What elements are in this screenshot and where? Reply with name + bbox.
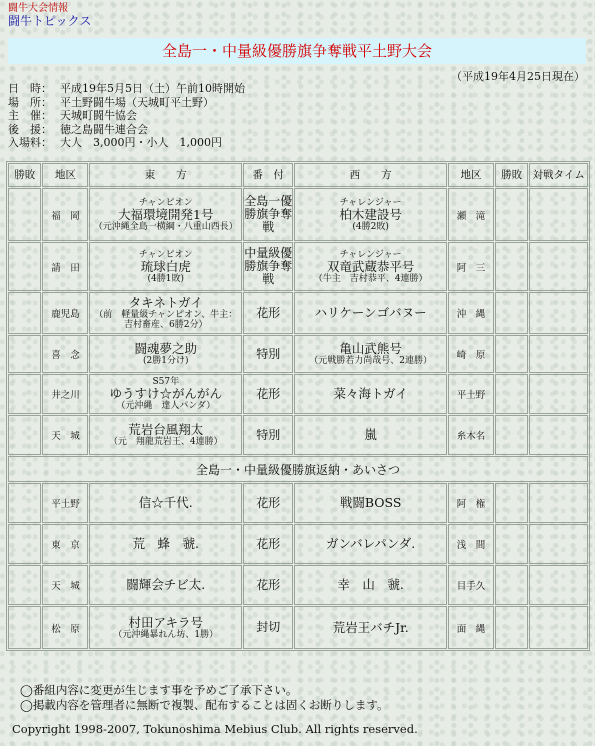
region-east: 請 田 bbox=[42, 242, 88, 291]
info-row bbox=[8, 109, 245, 123]
section-label: 全島一・中量級優勝旗返納・あいさつ bbox=[8, 456, 588, 482]
fight-time-cell bbox=[529, 292, 588, 334]
region-west: 阿 三 bbox=[448, 242, 494, 291]
region-east: 喜 念 bbox=[42, 335, 88, 373]
west-bull-name: ハリケーンゴバヌー bbox=[314, 305, 427, 320]
east-bull-note: （元沖縄暴れん坊、1勝） bbox=[113, 629, 219, 640]
header-region: 地区 bbox=[42, 163, 88, 187]
info-label: 主 催： bbox=[8, 109, 52, 123]
win-cell-west bbox=[495, 415, 528, 455]
west-bull-cell bbox=[294, 606, 447, 649]
west-bull-name: 幸 山 虢. bbox=[337, 577, 404, 592]
note-item: ◯番組内容に変更が生じます事を予めご了承下さい。 bbox=[20, 683, 298, 697]
header-fight-time: 対戦タイム bbox=[529, 163, 588, 187]
region-east: 福 岡 bbox=[42, 188, 88, 241]
east-title: チャンピオン bbox=[138, 249, 193, 260]
table-row bbox=[8, 483, 588, 523]
rank-cell: 特別 bbox=[243, 415, 293, 455]
west-bull-cell bbox=[294, 374, 447, 414]
win-cell-east bbox=[8, 483, 41, 523]
west-bull-name: 菜々海トガイ bbox=[333, 386, 408, 401]
east-bull-name: 荒 蜂 虢. bbox=[132, 536, 200, 551]
info-label: 後 援： bbox=[8, 122, 52, 136]
info-label: 入場料： bbox=[8, 136, 52, 150]
rank-cell: 中量級優勝旗争奪戦 bbox=[243, 242, 293, 291]
event-info bbox=[8, 82, 245, 150]
west-bull-cell bbox=[294, 292, 447, 334]
east-bull-name: 大福環境開発1号 bbox=[118, 206, 214, 222]
table-row bbox=[8, 242, 588, 291]
win-cell-west bbox=[495, 292, 528, 334]
region-east: 松 原 bbox=[42, 606, 88, 649]
fight-time-cell bbox=[529, 335, 588, 373]
fight-time-cell bbox=[529, 524, 588, 564]
west-bull-name: 双竜武蔵恭平号 bbox=[326, 258, 415, 274]
win-cell-east bbox=[8, 188, 41, 241]
fight-time-cell bbox=[529, 415, 588, 455]
east-bull-name: 琉球白虎 bbox=[140, 258, 191, 274]
east-bull-note: (4勝1敗) bbox=[147, 273, 185, 284]
note-item: ◯掲載内容を管理者に無断で複製、配布することは固くお断りします。 bbox=[20, 698, 389, 712]
fight-time-cell bbox=[529, 565, 588, 605]
win-cell-west bbox=[495, 483, 528, 523]
east-bull-cell bbox=[89, 606, 242, 649]
east-bull-cell bbox=[89, 415, 242, 455]
west-bull-cell bbox=[294, 242, 447, 291]
copyright: Copyright 1998-2007, Tokunoshima Mebius Club. All rights reserved. bbox=[12, 722, 418, 736]
rank-cell: 花形 bbox=[243, 483, 293, 523]
east-bull-cell bbox=[89, 242, 242, 291]
region-east: 平土野 bbox=[42, 483, 88, 523]
west-bull-cell bbox=[294, 565, 447, 605]
east-bull-cell bbox=[89, 565, 242, 605]
header-win: 勝敗 bbox=[8, 163, 41, 187]
west-bull-cell bbox=[294, 524, 447, 564]
east-bull-cell bbox=[89, 483, 242, 523]
info-label: 日 時： bbox=[8, 82, 52, 95]
east-bull-cell bbox=[89, 335, 242, 373]
header-rank: 番 付 bbox=[243, 163, 293, 187]
region-east: 鹿児島 bbox=[42, 292, 88, 334]
region-west: 浅 間 bbox=[448, 524, 494, 564]
info-row bbox=[8, 96, 245, 110]
west-bull-note: （元戦勝若力尚哉号、2連勝） bbox=[309, 356, 432, 366]
info-label: 場 所： bbox=[8, 95, 52, 109]
table-header-row bbox=[8, 163, 588, 187]
table-row bbox=[8, 524, 588, 564]
west-bull-name: 荒岩王バチJr. bbox=[332, 619, 409, 635]
west-title: チャレンジャー bbox=[339, 197, 402, 208]
bout-table bbox=[6, 161, 590, 651]
east-bull-cell bbox=[89, 374, 242, 414]
rank-cell: 花形 bbox=[243, 565, 293, 605]
east-bull-cell bbox=[89, 292, 242, 334]
table-row bbox=[8, 188, 588, 241]
west-bull-cell bbox=[294, 483, 447, 523]
page-title: 全島一・中量級優勝旗争奪戦平土野大会 bbox=[8, 38, 586, 64]
west-bull-name: 戦闘BOSS bbox=[339, 495, 402, 510]
east-bull-note: （元沖縄全島一横綱・八重山西長） bbox=[93, 221, 238, 232]
east-bull-name: 村田アキラ号 bbox=[128, 614, 204, 630]
region-west: 瀬 滝 bbox=[448, 188, 494, 241]
region-west: 沖 縄 bbox=[448, 292, 494, 334]
table-row bbox=[8, 606, 588, 649]
west-bull-note: (4勝2敗) bbox=[352, 221, 389, 232]
region-west: 目手久 bbox=[448, 565, 494, 605]
east-bull-name: 闘魂夢之助 bbox=[134, 341, 198, 356]
info-value: 天城町闘牛協会 bbox=[60, 109, 137, 123]
fight-time-cell bbox=[529, 188, 588, 241]
region-east: 天 城 bbox=[42, 565, 88, 605]
win-cell-west bbox=[495, 188, 528, 241]
east-title: S57年 bbox=[152, 377, 180, 387]
breadcrumb bbox=[8, 2, 91, 28]
info-row bbox=[8, 123, 245, 137]
win-cell-east bbox=[8, 335, 41, 373]
fight-time-cell bbox=[529, 606, 588, 649]
east-title: チャンピオン bbox=[138, 197, 193, 208]
info-value: 平成19年5月5日（土）午前10時開始 bbox=[60, 82, 245, 95]
win-cell-east bbox=[8, 374, 41, 414]
east-bull-cell bbox=[89, 188, 242, 241]
win-cell-west bbox=[495, 335, 528, 373]
region-east: 天 城 bbox=[42, 415, 88, 455]
table-row bbox=[8, 415, 588, 455]
win-cell-east bbox=[8, 242, 41, 291]
win-cell-east bbox=[8, 524, 41, 564]
breadcrumb-link-event-info[interactable]: 闘牛大会情報 bbox=[8, 3, 68, 14]
east-bull-note: （前 軽量級チャンピオン、牛主：吉村畜産、6勝2分） bbox=[94, 310, 238, 330]
west-bull-name: 嵐 bbox=[364, 427, 377, 442]
table-row bbox=[8, 374, 588, 414]
region-west: 阿 権 bbox=[448, 483, 494, 523]
rank-cell: 全島一優勝旗争奪戦 bbox=[243, 188, 293, 241]
win-cell-west bbox=[495, 606, 528, 649]
west-bull-note: （牛主 吉村恭平、4連勝） bbox=[313, 273, 428, 284]
rank-cell: 花形 bbox=[243, 374, 293, 414]
rank-cell: 花形 bbox=[243, 524, 293, 564]
header-west: 西 方 bbox=[294, 163, 447, 187]
east-bull-name: ゆうすけ☆がんがん bbox=[109, 386, 223, 401]
header-region-west: 地区 bbox=[448, 163, 494, 187]
region-west: 面 縄 bbox=[448, 606, 494, 649]
west-bull-name: 亀山武熊号 bbox=[339, 341, 402, 356]
rank-cell: 花形 bbox=[243, 292, 293, 334]
rank-cell: 封切 bbox=[243, 606, 293, 649]
east-bull-note: (2勝1分け) bbox=[143, 356, 189, 366]
east-bull-note: （元 翔龍荒岩王、4連勝） bbox=[108, 437, 223, 447]
win-cell-west bbox=[495, 242, 528, 291]
west-bull-cell bbox=[294, 335, 447, 373]
info-value: 大人 3,000円・小人 1,000円 bbox=[60, 136, 222, 150]
east-bull-note: （元沖縄 達人パンダ） bbox=[116, 401, 216, 411]
fight-time-cell bbox=[529, 483, 588, 523]
region-east: 東 京 bbox=[42, 524, 88, 564]
as-of-date: （平成19年4月25日現在） bbox=[451, 70, 585, 83]
east-bull-name: 荒岩台風翔太 bbox=[128, 422, 204, 437]
rank-cell: 特別 bbox=[243, 335, 293, 373]
west-bull-name: ガンバレパンダ. bbox=[326, 536, 416, 551]
win-cell-east bbox=[8, 565, 41, 605]
info-value: 平土野闘牛場（天城町平土野） bbox=[60, 95, 214, 109]
header-east: 東 方 bbox=[89, 163, 242, 187]
header-win-west: 勝敗 bbox=[495, 163, 528, 187]
notes bbox=[20, 683, 388, 713]
table-row bbox=[8, 335, 588, 373]
fight-time-cell bbox=[529, 374, 588, 414]
east-bull-name: タキネトガイ bbox=[128, 295, 203, 310]
east-bull-name: 信☆千代. bbox=[138, 495, 193, 510]
info-value: 徳之島闘牛連合会 bbox=[60, 122, 148, 136]
win-cell-east bbox=[8, 606, 41, 649]
fight-time-cell bbox=[529, 242, 588, 291]
table-row bbox=[8, 292, 588, 334]
section-row bbox=[8, 456, 588, 482]
west-bull-name: 柏木建設号 bbox=[339, 206, 402, 222]
region-west: 平土野 bbox=[448, 374, 494, 414]
east-bull-cell bbox=[89, 524, 242, 564]
win-cell-west bbox=[495, 374, 528, 414]
breadcrumb-link-topics[interactable]: 闘牛トピックス bbox=[8, 14, 92, 28]
win-cell-west bbox=[495, 524, 528, 564]
west-title: チャレンジャー bbox=[339, 249, 402, 260]
win-cell-east bbox=[8, 292, 41, 334]
info-row bbox=[8, 136, 245, 150]
win-cell-east bbox=[8, 415, 41, 455]
region-west: 糸木名 bbox=[448, 415, 494, 455]
west-bull-cell bbox=[294, 188, 447, 241]
west-bull-cell bbox=[294, 415, 447, 455]
info-row bbox=[8, 82, 245, 96]
table-row bbox=[8, 565, 588, 605]
region-west: 崎 原 bbox=[448, 335, 494, 373]
win-cell-west bbox=[495, 565, 528, 605]
region-east: 井之川 bbox=[42, 374, 88, 414]
east-bull-name: 闘輝会チビ太. bbox=[126, 577, 206, 592]
